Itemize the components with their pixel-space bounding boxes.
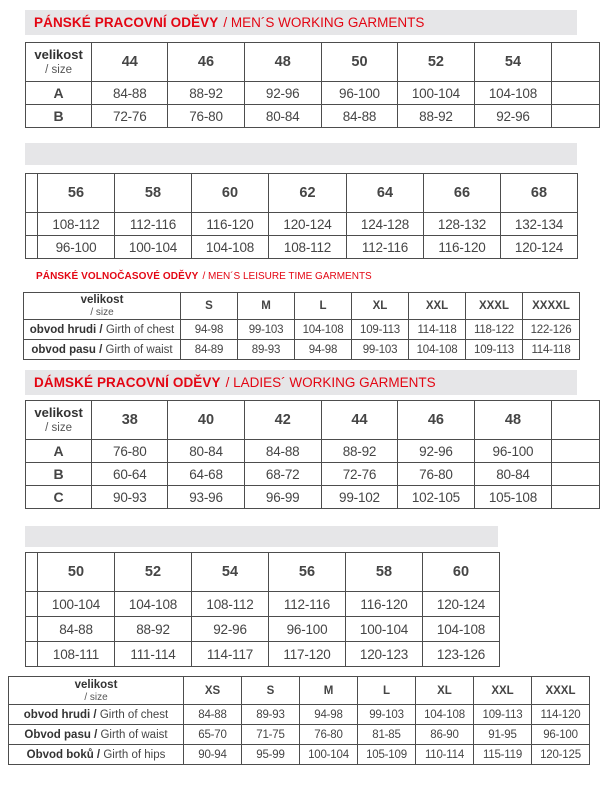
- measurement-cell: 76-80: [92, 440, 168, 463]
- measurement-cell: 132-134: [501, 213, 578, 236]
- measurement-cell: 96-100: [321, 82, 397, 105]
- measurement-cell: 84-88: [321, 105, 397, 128]
- heading-english-text: / MEN´S WORKING GARMENTS: [223, 15, 425, 30]
- cutoff-cell: [552, 105, 600, 128]
- measurement-cell: 80-84: [168, 440, 244, 463]
- size-header-cell: 60: [192, 174, 269, 213]
- measurement-cell: 88-92: [168, 82, 244, 105]
- measurement-cell: 108-112: [38, 213, 115, 236]
- cutoff-cell: [552, 463, 600, 486]
- measurement-cell: 76-80: [168, 105, 244, 128]
- table-row: [24, 340, 580, 360]
- corner-line2: / size: [84, 691, 108, 703]
- measurement-cell: 99-103: [352, 340, 409, 360]
- size-header-cell: 60: [423, 553, 500, 592]
- measurement-cell: 122-126: [523, 320, 580, 340]
- measurement-cell: 84-89: [181, 340, 238, 360]
- corner-line2: / size: [45, 421, 72, 434]
- measurement-cell: 116-120: [346, 592, 423, 617]
- section-heading-men-leisure: [36, 269, 372, 283]
- size-header-cell: 48: [244, 43, 321, 82]
- measurement-cell: 76-80: [300, 725, 358, 745]
- measurement-cell: 117-120: [269, 642, 346, 667]
- size-header-cell: 50: [38, 553, 115, 592]
- size-header-cell: L: [358, 677, 416, 705]
- size-header-cell: 66: [424, 174, 501, 213]
- measurement-cell: 100-104: [398, 82, 475, 105]
- size-header-cell: S: [242, 677, 300, 705]
- measurement-cell: 104-108: [416, 705, 474, 725]
- measurement-cell: 88-92: [115, 617, 192, 642]
- measurement-cell: 114-117: [192, 642, 269, 667]
- table-header-row: [24, 293, 580, 320]
- size-header-cell: 44: [321, 401, 397, 440]
- measurement-cell: 92-96: [192, 617, 269, 642]
- row-label-cell: A: [26, 82, 92, 105]
- cutoff-cell: [26, 553, 38, 592]
- measurement-cell: 84-88: [244, 440, 321, 463]
- measurement-cell: 108-112: [269, 236, 347, 259]
- size-header-cell: 54: [192, 553, 269, 592]
- cutoff-cell: [552, 401, 600, 440]
- size-header-cell: XXL: [409, 293, 466, 320]
- size-header-cell: 64: [347, 174, 424, 213]
- measurement-cell: 120-124: [269, 213, 347, 236]
- measurement-cell: 94-98: [295, 340, 352, 360]
- size-header-cell: 40: [168, 401, 244, 440]
- table-header-row: [26, 43, 600, 82]
- measurement-cell: 114-118: [523, 340, 580, 360]
- size-header-cell: XL: [352, 293, 409, 320]
- separator-bar: [25, 526, 498, 547]
- measurement-cell: 86-90: [416, 725, 474, 745]
- measurement-cell: 92-96: [474, 105, 552, 128]
- row-label-cell: [24, 320, 181, 340]
- measurement-cell: 104-108: [474, 82, 552, 105]
- size-header-cell: 58: [346, 553, 423, 592]
- measurement-cell: 81-85: [358, 725, 416, 745]
- measurement-cell: 112-116: [347, 236, 424, 259]
- table-header-row: [26, 401, 600, 440]
- mens-leisure-table: [23, 292, 580, 360]
- size-header-cell: 50: [321, 43, 397, 82]
- row-label-czech: Obvod boků /: [26, 748, 101, 761]
- measurement-cell: 90-93: [92, 486, 168, 509]
- measurement-cell: 93-96: [168, 486, 244, 509]
- measurement-cell: 99-103: [358, 705, 416, 725]
- heading-czech-text: PÁNSKÉ VOLNOČASOVÉ ODĚVY: [36, 270, 199, 282]
- row-label-cell: [9, 725, 184, 745]
- measurement-cell: 80-84: [474, 463, 552, 486]
- table-row: [26, 440, 600, 463]
- measurement-cell: 71-75: [242, 725, 300, 745]
- cutoff-cell: [26, 592, 38, 617]
- cutoff-cell: [26, 213, 38, 236]
- row-label-czech: Obvod pasu /: [24, 728, 98, 741]
- measurement-cell: 84-88: [184, 705, 242, 725]
- measurement-cell: 104-108: [409, 340, 466, 360]
- cutoff-cell: [552, 440, 600, 463]
- measurement-cell: 72-76: [92, 105, 168, 128]
- size-header-cell: 54: [474, 43, 552, 82]
- row-label-english: Girth of waist: [100, 728, 168, 741]
- measurement-cell: 95-99: [242, 745, 300, 765]
- separator-bar: [25, 143, 577, 165]
- measurement-cell: 116-120: [192, 213, 269, 236]
- measurement-cell: 111-114: [115, 642, 192, 667]
- size-header-cell: 56: [269, 553, 346, 592]
- size-header-cell: 46: [168, 43, 244, 82]
- measurement-cell: 99-102: [321, 486, 397, 509]
- measurement-cell: 114-120: [532, 705, 590, 725]
- size-header-cell: 46: [398, 401, 475, 440]
- measurement-cell: 96-100: [474, 440, 552, 463]
- row-label-cell: B: [26, 105, 92, 128]
- measurement-cell: 91-95: [474, 725, 532, 745]
- size-header-cell: 56: [38, 174, 115, 213]
- measurement-cell: 84-88: [92, 82, 168, 105]
- measurement-cell: 105-108: [474, 486, 552, 509]
- corner-line1: velikost: [80, 294, 124, 307]
- measurement-cell: 76-80: [398, 463, 475, 486]
- measurement-cell: 114-118: [409, 320, 466, 340]
- row-label-english: Girth of chest: [99, 708, 169, 721]
- section-heading-ladies-working: [25, 370, 577, 395]
- section-heading-men-working: [25, 10, 577, 35]
- corner-cell: [26, 401, 92, 440]
- measurement-cell: 90-94: [184, 745, 242, 765]
- row-label-english: Girth of hips: [103, 748, 166, 761]
- size-header-cell: XXXL: [532, 677, 590, 705]
- table-row: [26, 486, 600, 509]
- mens-working-sizes-table-2: [25, 173, 578, 259]
- ladies-letter-sizes-table: [8, 676, 590, 765]
- size-header-cell: L: [295, 293, 352, 320]
- table-header-row: [26, 174, 578, 213]
- row-label-english: Girth of chest: [105, 323, 175, 336]
- measurement-cell: 104-108: [192, 236, 269, 259]
- cutoff-cell: [26, 236, 38, 259]
- measurement-cell: 96-100: [532, 725, 590, 745]
- measurement-cell: 89-93: [242, 705, 300, 725]
- table-row: [9, 725, 590, 745]
- measurement-cell: 109-113: [352, 320, 409, 340]
- measurement-cell: 128-132: [424, 213, 501, 236]
- size-header-cell: 44: [92, 43, 168, 82]
- measurement-cell: 108-112: [192, 592, 269, 617]
- cutoff-cell: [26, 617, 38, 642]
- measurement-cell: 118-122: [466, 320, 523, 340]
- measurement-cell: 96-100: [38, 236, 115, 259]
- table-row: [26, 105, 600, 128]
- size-header-cell: XS: [184, 677, 242, 705]
- row-label-czech: obvod pasu /: [31, 343, 103, 356]
- measurement-cell: 64-68: [168, 463, 244, 486]
- table-row: [26, 236, 578, 259]
- row-label-english: Girth of waist: [105, 343, 173, 356]
- measurement-cell: 72-76: [321, 463, 397, 486]
- measurement-cell: 100-104: [346, 617, 423, 642]
- measurement-cell: 109-113: [474, 705, 532, 725]
- measurement-cell: 104-108: [295, 320, 352, 340]
- measurement-cell: 104-108: [115, 592, 192, 617]
- corner-line1: velikost: [34, 405, 83, 421]
- size-header-cell: 62: [269, 174, 347, 213]
- row-label-cell: [24, 340, 181, 360]
- measurement-cell: 108-111: [38, 642, 115, 667]
- table-row: [26, 642, 500, 667]
- table-row: [26, 213, 578, 236]
- table-row: [9, 705, 590, 725]
- measurement-cell: 65-70: [184, 725, 242, 745]
- measurement-cell: 102-105: [398, 486, 475, 509]
- heading-czech-text: DÁMSKÉ PRACOVNÍ ODĚVY: [34, 375, 221, 390]
- size-header-cell: M: [300, 677, 358, 705]
- measurement-cell: 124-128: [347, 213, 424, 236]
- measurement-cell: 89-93: [238, 340, 295, 360]
- size-header-cell: 52: [398, 43, 475, 82]
- measurement-cell: 100-104: [38, 592, 115, 617]
- table-row: [9, 745, 590, 765]
- row-label-cell: [9, 705, 184, 725]
- size-header-cell: 68: [501, 174, 578, 213]
- corner-line1: velikost: [34, 47, 83, 63]
- measurement-cell: 109-113: [466, 340, 523, 360]
- measurement-cell: 115-119: [474, 745, 532, 765]
- measurement-cell: 110-114: [416, 745, 474, 765]
- row-label-czech: obvod hrudi /: [29, 323, 103, 336]
- measurement-cell: 116-120: [424, 236, 501, 259]
- measurement-cell: 94-98: [181, 320, 238, 340]
- measurement-cell: 88-92: [321, 440, 397, 463]
- table-header-row: [26, 553, 500, 592]
- ladies-working-sizes-table-2: [25, 552, 500, 667]
- ladies-working-sizes-table-1: [25, 400, 600, 509]
- table-row: [26, 463, 600, 486]
- table-row: [26, 617, 500, 642]
- corner-cell: [26, 43, 92, 82]
- measurement-cell: 60-64: [92, 463, 168, 486]
- corner-line2: / size: [90, 307, 114, 319]
- measurement-cell: 123-126: [423, 642, 500, 667]
- size-header-cell: 58: [115, 174, 192, 213]
- row-label-cell: A: [26, 440, 92, 463]
- size-header-cell: 42: [244, 401, 321, 440]
- table-row: [26, 592, 500, 617]
- measurement-cell: 104-108: [423, 617, 500, 642]
- size-header-cell: M: [238, 293, 295, 320]
- measurement-cell: 80-84: [244, 105, 321, 128]
- measurement-cell: 99-103: [238, 320, 295, 340]
- size-header-cell: XL: [416, 677, 474, 705]
- cutoff-cell: [552, 486, 600, 509]
- measurement-cell: 84-88: [38, 617, 115, 642]
- measurement-cell: 100-104: [115, 236, 192, 259]
- heading-czech-text: PÁNSKÉ PRACOVNÍ ODĚVY: [34, 15, 219, 30]
- measurement-cell: 92-96: [244, 82, 321, 105]
- cutoff-cell: [552, 82, 600, 105]
- measurement-cell: 112-116: [269, 592, 346, 617]
- size-header-cell: 52: [115, 553, 192, 592]
- measurement-cell: 100-104: [300, 745, 358, 765]
- cutoff-cell: [552, 43, 600, 82]
- row-label-cell: [9, 745, 184, 765]
- row-label-cell: C: [26, 486, 92, 509]
- cutoff-cell: [26, 174, 38, 213]
- table-row: [26, 82, 600, 105]
- measurement-cell: 112-116: [115, 213, 192, 236]
- size-header-cell: 48: [474, 401, 552, 440]
- measurement-cell: 96-100: [269, 617, 346, 642]
- measurement-cell: 88-92: [398, 105, 475, 128]
- heading-english-text: / MEN´S LEISURE TIME GARMENTS: [202, 270, 372, 282]
- measurement-cell: 92-96: [398, 440, 475, 463]
- row-label-czech: obvod hrudi /: [23, 708, 97, 721]
- row-label-cell: B: [26, 463, 92, 486]
- measurement-cell: 96-99: [244, 486, 321, 509]
- cutoff-cell: [26, 642, 38, 667]
- table-header-row: [9, 677, 590, 705]
- measurement-cell: 105-109: [358, 745, 416, 765]
- measurement-cell: 120-125: [532, 745, 590, 765]
- corner-cell: [9, 677, 184, 705]
- measurement-cell: 68-72: [244, 463, 321, 486]
- measurement-cell: 120-124: [501, 236, 578, 259]
- size-header-cell: 38: [92, 401, 168, 440]
- corner-cell: [24, 293, 181, 320]
- measurement-cell: 120-124: [423, 592, 500, 617]
- size-header-cell: XXXL: [466, 293, 523, 320]
- mens-working-sizes-table-1: [25, 42, 600, 128]
- size-header-cell: XXL: [474, 677, 532, 705]
- size-header-cell: S: [181, 293, 238, 320]
- corner-line2: / size: [45, 63, 72, 76]
- measurement-cell: 94-98: [300, 705, 358, 725]
- measurement-cell: 120-123: [346, 642, 423, 667]
- table-row: [24, 320, 580, 340]
- size-header-cell: XXXXL: [523, 293, 580, 320]
- corner-line1: velikost: [74, 678, 118, 691]
- heading-english-text: / LADIES´ WORKING GARMENTS: [225, 375, 436, 390]
